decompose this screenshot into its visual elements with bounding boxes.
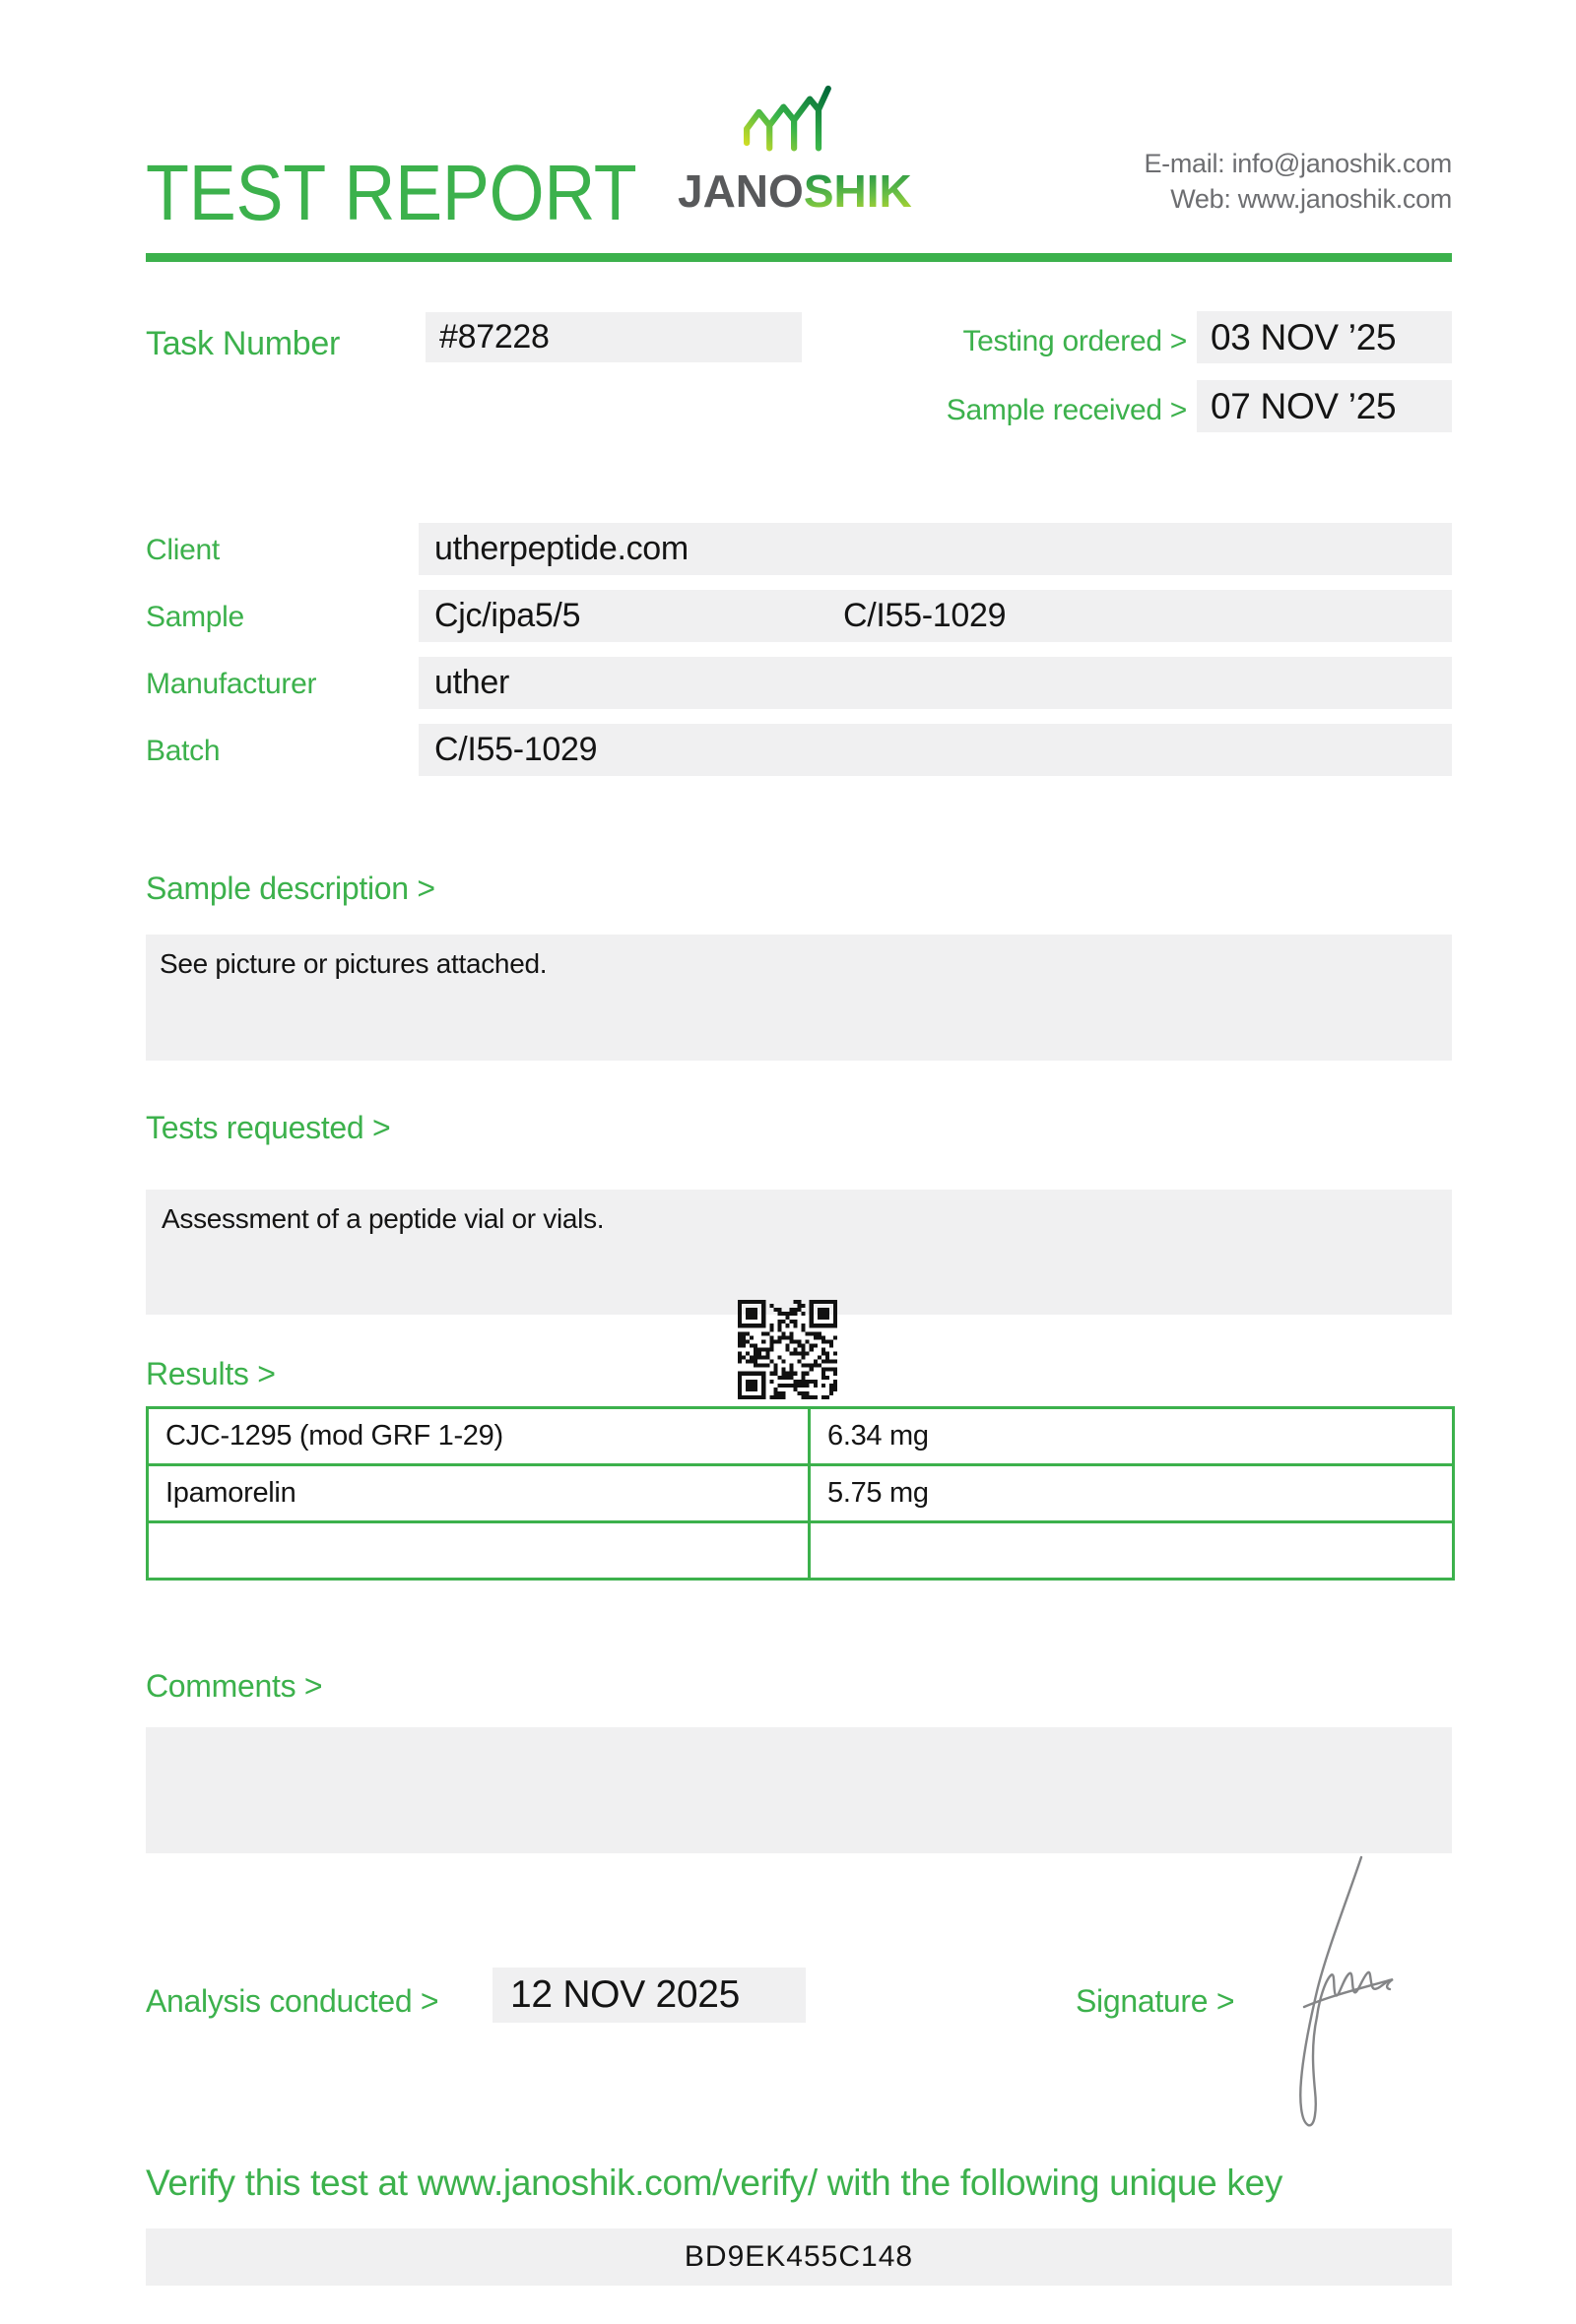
logo-word-right: SHIK — [803, 165, 912, 217]
results-table — [146, 1406, 1455, 1581]
manufacturer-value: uther — [434, 664, 509, 701]
results-heading: Results > — [146, 1356, 276, 1391]
chart-growth-icon — [740, 81, 834, 160]
tests-requested-heading: Tests requested > — [146, 1110, 391, 1145]
result-amount: 5.75 mg — [810, 1465, 1454, 1522]
result-analyte — [148, 1522, 810, 1580]
page-title: TEST REPORT — [146, 149, 637, 236]
sample-description-text: See picture or pictures attached. — [160, 948, 548, 979]
result-amount — [810, 1522, 1454, 1580]
task-number-value: #87228 — [439, 318, 550, 355]
sample-value-primary: Cjc/ipa5/5 — [434, 597, 581, 634]
manufacturer-label: Manufacturer — [146, 668, 317, 700]
sample-value-secondary: C/I55-1029 — [843, 597, 1007, 634]
batch-label: Batch — [146, 735, 221, 767]
signature-label: Signature > — [1076, 1983, 1235, 2019]
sample-received-box — [1197, 380, 1452, 432]
table-row — [148, 1465, 1454, 1522]
analysis-date-box — [492, 1968, 806, 2023]
task-number-box — [426, 312, 802, 362]
comments-box — [146, 1727, 1452, 1853]
sample-description-box — [146, 935, 1452, 1061]
contact-web: Web: www.janoshik.com — [1170, 184, 1452, 214]
signature-image — [1271, 1851, 1399, 2147]
testing-ordered-value: 03 NOV ’25 — [1211, 316, 1397, 357]
verify-key-box — [146, 2228, 1452, 2286]
task-number-label: Task Number — [146, 325, 340, 362]
result-analyte: CJC-1295 (mod GRF 1-29) — [148, 1408, 810, 1465]
client-box — [419, 523, 1452, 575]
batch-box — [419, 724, 1452, 776]
sample-box — [419, 590, 1452, 642]
tests-requested-box — [146, 1190, 1452, 1315]
sample-description-heading: Sample description > — [146, 871, 435, 906]
manufacturer-box — [419, 657, 1452, 709]
table-row — [148, 1408, 1454, 1465]
sample-received-label: Sample received > — [946, 394, 1187, 426]
analysis-conducted-label: Analysis conducted > — [146, 1983, 439, 2019]
tests-requested-text: Assessment of a peptide vial or vials. — [162, 1203, 605, 1234]
testing-ordered-label: Testing ordered > — [962, 325, 1187, 357]
table-row — [148, 1522, 1454, 1580]
verify-instruction: Verify this test at www.janoshik.com/verify/ with the following unique key — [146, 2163, 1283, 2203]
qr-code — [738, 1300, 837, 1399]
janoshik-logo — [678, 81, 912, 218]
client-value: utherpeptide.com — [434, 530, 689, 567]
verify-key-value: BD9EK455C148 — [684, 2240, 914, 2273]
contact-email: E-mail: info@janoshik.com — [1144, 149, 1452, 178]
logo-word-left: JANO — [678, 165, 804, 217]
result-amount: 6.34 mg — [810, 1408, 1454, 1465]
testing-ordered-box — [1197, 311, 1452, 363]
analysis-date-value: 12 NOV 2025 — [510, 1973, 741, 2016]
batch-value: C/I55-1029 — [434, 731, 598, 768]
result-analyte: Ipamorelin — [148, 1465, 810, 1522]
logo-wordmark — [678, 164, 912, 218]
header-divider — [146, 253, 1452, 262]
sample-label: Sample — [146, 601, 244, 633]
sample-received-value: 07 NOV ’25 — [1211, 385, 1397, 426]
client-label: Client — [146, 534, 220, 566]
contact-block — [1144, 146, 1452, 217]
comments-heading: Comments > — [146, 1668, 323, 1704]
